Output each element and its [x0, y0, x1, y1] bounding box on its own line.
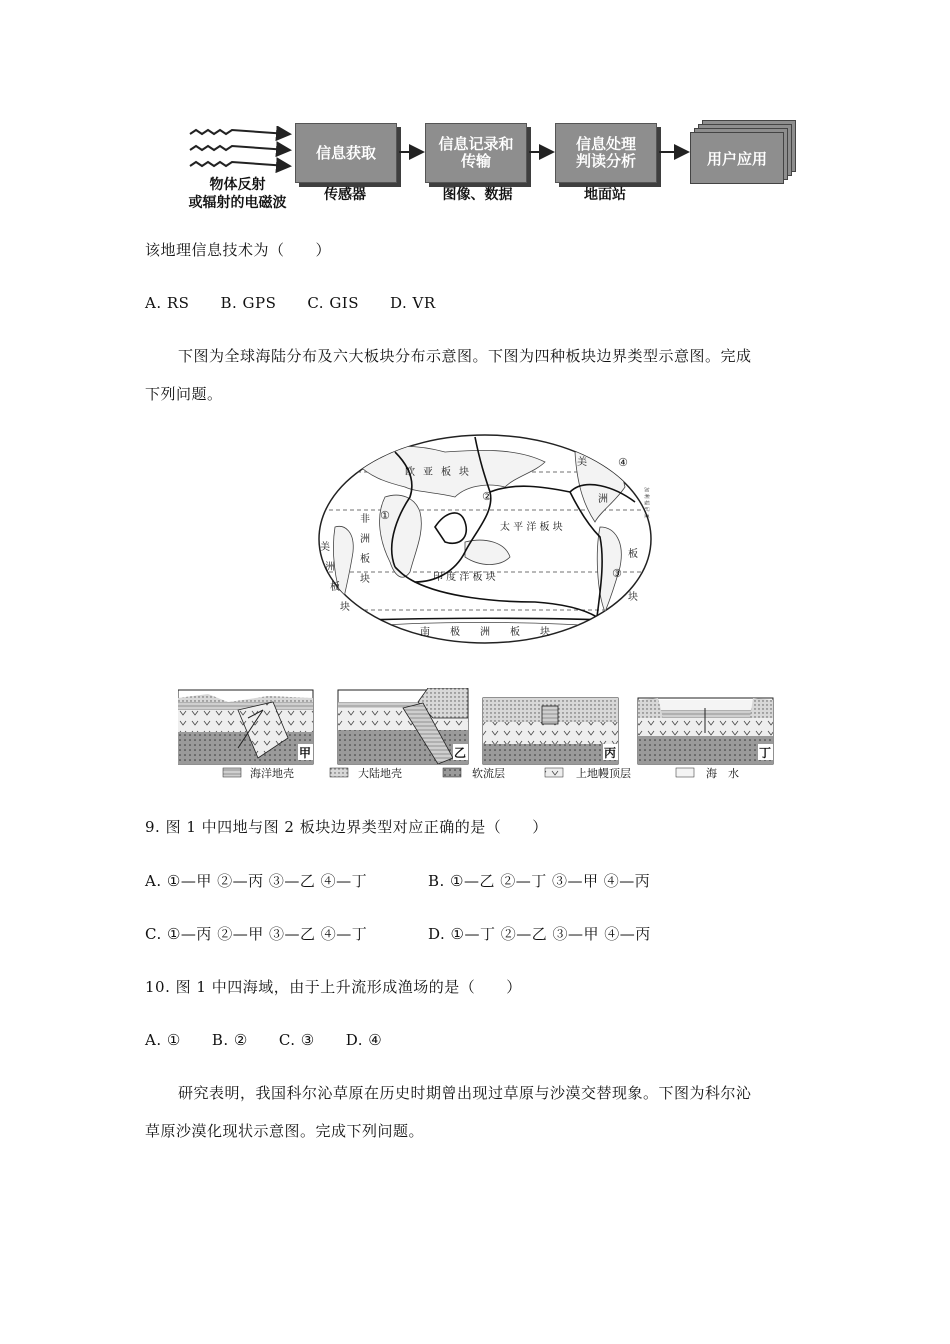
panel-label-yi: 乙	[454, 746, 467, 760]
label-africa-2: 洲	[360, 534, 370, 545]
panel-label-ding: 丁	[759, 746, 772, 760]
label-america-l-4: 块	[340, 602, 350, 613]
label-eurasia-3: 板	[441, 467, 451, 478]
label-africa-4: 块	[360, 574, 370, 585]
label-antarctic-1: 南	[420, 627, 430, 638]
label-america-l-1: 美	[320, 542, 330, 553]
flow-box-process: 信息处理 判读分析	[555, 123, 657, 183]
q10-options: A. ① B. ② C. ③ D. ④	[145, 1031, 383, 1049]
label-eurasia-1: 欧	[405, 467, 415, 478]
flow-caption-station: 地面站	[584, 187, 626, 203]
rs-flowchart	[180, 118, 800, 218]
legend-upper-mantle: 上地幔顶层	[576, 767, 631, 780]
flow-caption-image: 图像、数据	[442, 187, 513, 203]
intro2-line2: 草原沙漠化现状示意图。完成下列问题。	[145, 1122, 425, 1140]
panel-yi	[338, 688, 468, 764]
label-america-r-4: 块	[628, 592, 638, 603]
label-america-l-2: 洲	[325, 562, 335, 573]
world-plate-map	[315, 432, 655, 647]
q9-option-a: A. ①—甲 ②—丙 ③—乙 ④—丁	[145, 872, 368, 890]
label-africa-1: 非	[360, 514, 370, 525]
flow-caption-wave: 物体反射 或辐射的电磁波	[188, 177, 287, 211]
marker-2: ②	[482, 490, 492, 503]
label-africa-3: 板	[360, 554, 370, 565]
flow-box-record: 信息记录和 传输	[425, 123, 527, 183]
label-eurasia-2: 亚	[423, 467, 433, 478]
q9-option-d: D. ①—丁 ②—乙 ③—甲 ④—丙	[428, 925, 651, 943]
q9-option-c: C. ①—丙 ②—甲 ③—乙 ④—丁	[145, 925, 368, 943]
label-america-r-2: 洲	[598, 494, 608, 505]
intro1-line1: 下图为全球海陆分布及六大板块分布示意图。下图为四种板块边界类型示意图。完成	[178, 347, 752, 365]
boundary-legend	[223, 766, 739, 780]
label-america-r-3: 板	[628, 549, 638, 560]
label-antarctic-2: 极	[450, 627, 460, 638]
q8-stem: 该地理信息技术为（ ）	[145, 241, 332, 259]
panel-label-bing: 丙	[604, 746, 617, 760]
label-antarctic-3: 洲	[480, 627, 490, 638]
flow-box-acquire: 信息获取	[295, 123, 397, 183]
q8-options: A. RS B. GPS C. GIS D. VR	[145, 294, 436, 312]
boundary-panels	[178, 688, 778, 784]
label-america-l-3: 板	[330, 582, 340, 593]
marker-3: ③	[612, 567, 622, 580]
panel-label-jia: 甲	[299, 746, 312, 760]
label-indo: 印 度 洋 板 块	[433, 572, 496, 583]
legend-continental-crust: 大陆地壳	[358, 767, 402, 780]
q9-option-b: B. ①—乙 ②—丁 ③—甲 ④—丙	[428, 872, 651, 890]
legend-ocean-crust: 海洋地壳	[250, 767, 294, 780]
label-america-r-1: 美	[577, 457, 587, 468]
flow-box-user: 用户应用	[690, 132, 784, 184]
legend-sea-water: 海 水	[706, 767, 739, 780]
marker-1: ①	[380, 509, 390, 522]
label-pacific: 太 平 洋 板 块	[500, 522, 563, 533]
label-antarctic-4: 板	[510, 627, 520, 638]
intro2-line1: 研究表明，我国科尔沁草原在历史时期曾出现过草原与沙漠交替现象。下图为科尔沁	[178, 1084, 752, 1102]
flow-caption-sensor: 传感器	[324, 187, 366, 203]
panel-jia	[178, 690, 313, 764]
marker-4: ④	[618, 456, 628, 469]
q9-stem: 9. 图 1 中四地与图 2 板块边界类型对应正确的是（ ）	[145, 818, 548, 836]
panel-bing	[483, 698, 618, 764]
legend-asthenosphere: 软流层	[472, 767, 505, 780]
intro1-line2: 下列问题。	[145, 385, 223, 403]
panel-ding	[638, 698, 773, 764]
label-antarctic-5: 块	[540, 627, 550, 638]
q10-stem: 10. 图 1 中四海域，由于上升流形成渔场的是（ ）	[145, 978, 522, 996]
label-eurasia-4: 块	[459, 467, 469, 478]
label-current: 加 利 福 尼 亚	[643, 487, 649, 519]
